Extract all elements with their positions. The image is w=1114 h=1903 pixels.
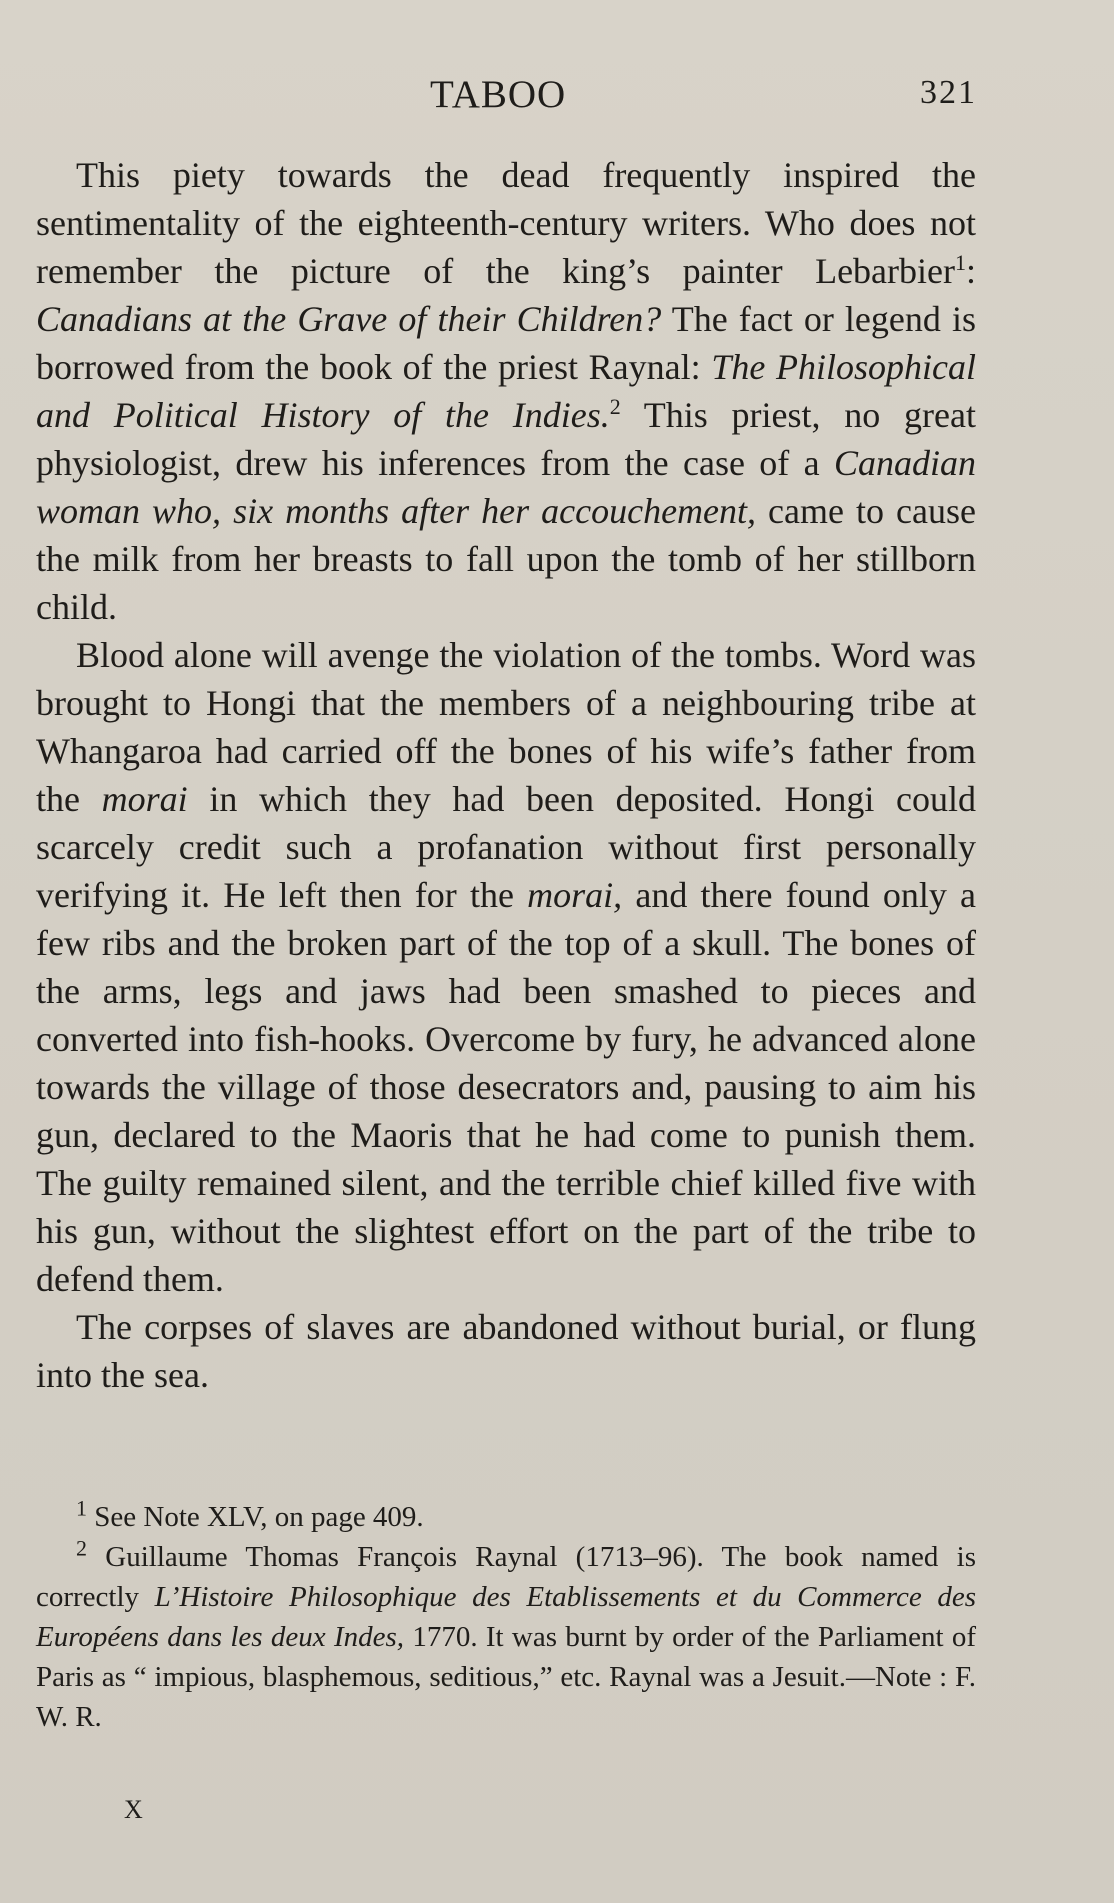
paragraph-text: : <box>965 251 976 291</box>
paragraph <box>36 631 976 1303</box>
signature-mark: X <box>124 1795 144 1824</box>
paragraph-text: The fact or legend is borrowed from the book of the priest Raynal: <box>36 299 976 387</box>
italic-phrase: Canadian woman who, six months after her accouchement, <box>36 443 976 531</box>
paragraph-text: came to cause the milk from her breasts to fall upon the tomb of her stillborn child. <box>36 491 976 627</box>
paragraph <box>36 1303 976 1399</box>
italic-title: Canadians at the Grave of their Children? <box>36 299 662 339</box>
footnote-marker: 2 <box>76 1535 87 1561</box>
footnote-text: See Note XLV, on page 409. <box>87 1501 424 1533</box>
paragraph-text: The corpses of slaves are abandoned without burial, or flung into the sea. <box>36 1307 976 1395</box>
page-number: 321 <box>920 74 977 111</box>
paragraph-text: and there found only a few ribs and the broken part of the top of a skull. The bones of the arms, legs and jaws had been smashed to pieces and converted into fish-hooks. Overcome by fury, he advanced alone towards the village of those desecrators and, pausing to aim his gun, declared to the Maoris that he had come to punish them. The guilty remained silent, and the terrible chief killed five with his gun, without the slightest effort on the part of the tribe to defend them. <box>36 875 976 1299</box>
italic-word: morai, <box>527 875 623 915</box>
paragraph-text: This priest, no great physiologist, drew his inferences from the case of a <box>36 395 976 483</box>
page-header <box>0 72 1114 122</box>
footnote-reference: 1 <box>954 250 966 275</box>
running-title: TABOO <box>430 73 567 116</box>
footnote-reference: 2 <box>609 394 621 419</box>
body-text <box>36 151 976 1399</box>
paragraph-text: This piety towards the dead frequently inspired the sentimentality of the eighteenth-century writers. Who does not remember the picture of the king’s painter Lebarbier <box>36 155 976 291</box>
italic-title: L’Histoire Philosophique des Etablissements et du Commerce des Européens dans les deux Indes, <box>36 1581 977 1653</box>
paragraph <box>36 151 976 631</box>
paragraph-text: Blood alone will avenge the violation of the tombs. Word was brought to Hongi that the members of a neighbouring tribe at Whangaroa had carried off the bones of his wife’s father from the <box>36 635 976 819</box>
italic-title: The Philosophical and Political History of the Indies. <box>36 347 976 435</box>
footnote <box>36 1537 976 1737</box>
paragraph-text: in which they had been deposited. Hongi could scarcely credit such a profanation without first personally verifying it. He left then for the <box>36 779 976 915</box>
footnote-marker: 1 <box>76 1495 87 1521</box>
footnote-text: 1770. It was burnt by order of the Parliament of Paris as “ impious, blasphemous, seditious,” etc. Raynal was a Jesuit.—Note : F. W. R. <box>36 1621 976 1733</box>
footnote-text: Guillaume Thomas François Raynal (1713–96). The book named is correctly <box>36 1541 976 1613</box>
italic-word: morai <box>101 779 188 819</box>
footnotes <box>36 1497 976 1737</box>
footnote <box>36 1497 976 1537</box>
